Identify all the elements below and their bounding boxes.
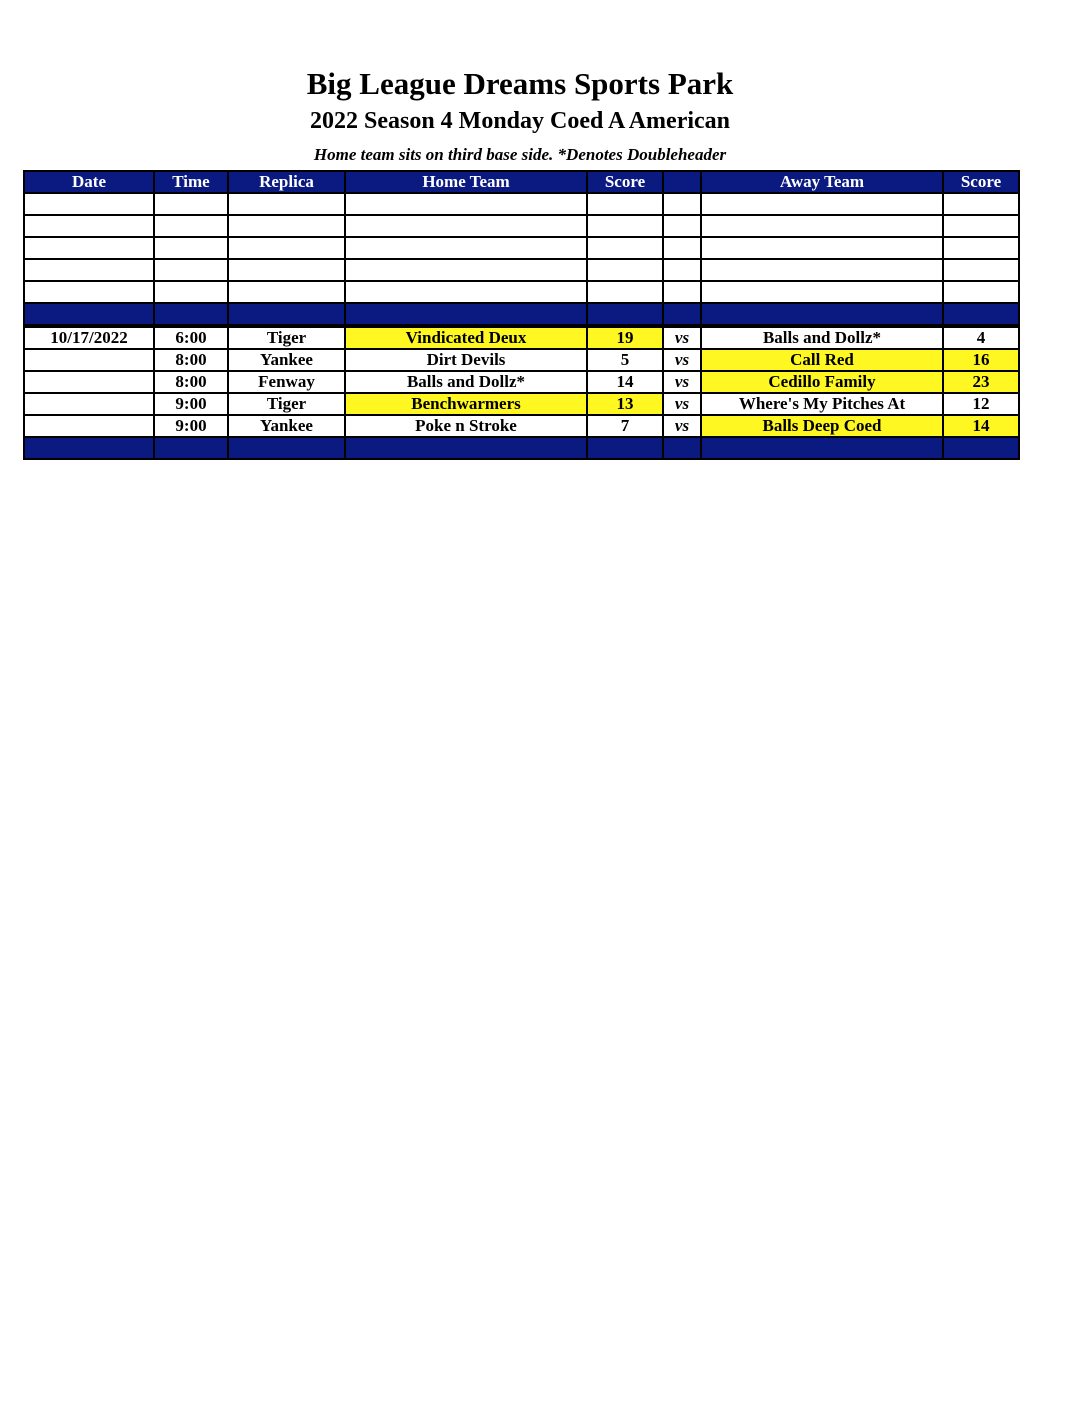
page-subtitle: 2022 Season 4 Monday Coed A American [309, 108, 731, 134]
replica-cell: Tiger [228, 327, 345, 349]
away-team-cell: Balls Deep Coed [701, 415, 943, 437]
date-cell [24, 415, 154, 437]
date-cell [24, 349, 154, 371]
table-row [24, 415, 1019, 437]
away-team-cell: Cedillo Family [701, 371, 943, 393]
col-header-date: Date [24, 171, 154, 193]
separator-band [24, 437, 1019, 459]
page-title: Big League Dreams Sports Park [306, 66, 734, 101]
replica-cell: Yankee [228, 349, 345, 371]
vs-cell: vs [663, 393, 701, 415]
schedule-table [23, 170, 1020, 460]
col-header-time: Time [154, 171, 228, 193]
table-header-row [24, 171, 1019, 193]
empty-row [24, 237, 1019, 259]
away-score-cell: 16 [943, 349, 1019, 371]
date-cell [24, 371, 154, 393]
home-score-cell: 7 [587, 415, 663, 437]
vs-cell: vs [663, 415, 701, 437]
empty-row [24, 193, 1019, 215]
date-cell: 10/17/2022 [24, 327, 154, 349]
table-row [24, 327, 1019, 349]
replica-cell: Tiger [228, 393, 345, 415]
col-header-away-score: Score [943, 171, 1019, 193]
away-score-cell: 12 [943, 393, 1019, 415]
time-cell: 8:00 [154, 371, 228, 393]
home-team-cell: Benchwarmers [345, 393, 587, 415]
time-cell: 6:00 [154, 327, 228, 349]
home-score-cell: 19 [587, 327, 663, 349]
col-header-replica: Replica [228, 171, 345, 193]
separator-band [24, 303, 1019, 325]
home-team-cell: Vindicated Deux [345, 327, 587, 349]
time-cell: 8:00 [154, 349, 228, 371]
away-team-cell: Where's My Pitches At [701, 393, 943, 415]
vs-cell: vs [663, 327, 701, 349]
table-row [24, 393, 1019, 415]
away-score-cell: 4 [943, 327, 1019, 349]
home-score-cell: 14 [587, 371, 663, 393]
vs-cell: vs [663, 349, 701, 371]
page-note: Home team sits on third base side. *Denotes Doubleheader [313, 145, 727, 164]
home-score-cell: 5 [587, 349, 663, 371]
empty-row [24, 259, 1019, 281]
home-team-cell: Poke n Stroke [345, 415, 587, 437]
home-team-cell: Balls and Dollz* [345, 371, 587, 393]
away-team-cell: Balls and Dollz* [701, 327, 943, 349]
away-score-cell: 14 [943, 415, 1019, 437]
home-team-cell: Dirt Devils [345, 349, 587, 371]
table-row [24, 349, 1019, 371]
home-score-cell: 13 [587, 393, 663, 415]
table-row [24, 371, 1019, 393]
empty-row [24, 281, 1019, 303]
col-header-home-score: Score [587, 171, 663, 193]
empty-row [24, 215, 1019, 237]
vs-cell: vs [663, 371, 701, 393]
time-cell: 9:00 [154, 393, 228, 415]
col-header-away-team: Away Team [701, 171, 943, 193]
replica-cell: Yankee [228, 415, 345, 437]
away-team-cell: Call Red [701, 349, 943, 371]
away-score-cell: 23 [943, 371, 1019, 393]
date-cell [24, 393, 154, 415]
time-cell: 9:00 [154, 415, 228, 437]
col-header-vs [663, 171, 701, 193]
col-header-home-team: Home Team [345, 171, 587, 193]
replica-cell: Fenway [228, 371, 345, 393]
